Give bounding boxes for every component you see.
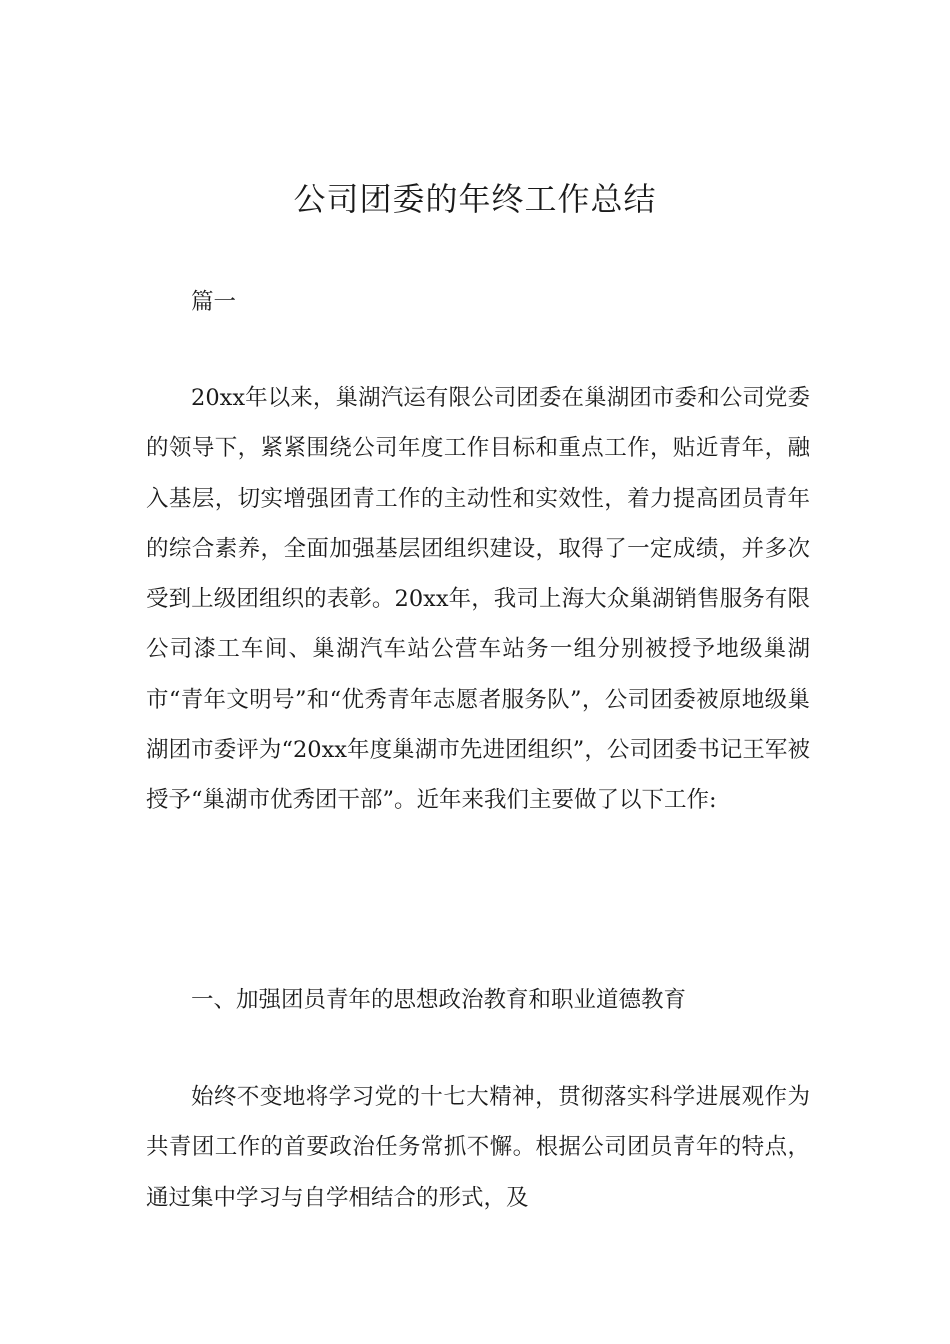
body-paragraph-1: 20xx年以来，巢湖汽运有限公司团委在巢湖团市委和公司党委的领导下，紧紧围绕公司年度工作目标和重点工作，贴近青年，融入基层，切实增强团青工作的主动性和实效性，着力提高团员青年的综合素养，全面加强基层团组织建设，取得了一定成绩，并多次受到上级团组织的表彰。20xx年，我司上海大众巢湖销售服务有限公司漆工车间、巢湖汽车站公营车站务一组分别被授予地级巢湖市“青年文明号”和“优秀青年志愿者服务队”，公司团委被原地级巢湖团市委评为“20xx年度巢湖市先进团组织”，公司团委书记王军被授予“巢湖市优秀团干部”。近年来我们主要做了以下工作:: [146, 385, 810, 814]
body-paragraph-2: 始终不变地将学习党的十七大精神，贯彻落实科学进展观作为共青团工作的首要政治任务常抓不懈。根据公司团员青年的特点，通过集中学习与自学相结合的形式，及: [146, 1084, 810, 1211]
section-heading-1: 一、加强团员青年的思想政治教育和职业道德教育: [191, 987, 687, 1013]
section-label: 篇一: [191, 289, 237, 315]
document-title: 公司团委的年终工作总结: [293, 180, 657, 218]
